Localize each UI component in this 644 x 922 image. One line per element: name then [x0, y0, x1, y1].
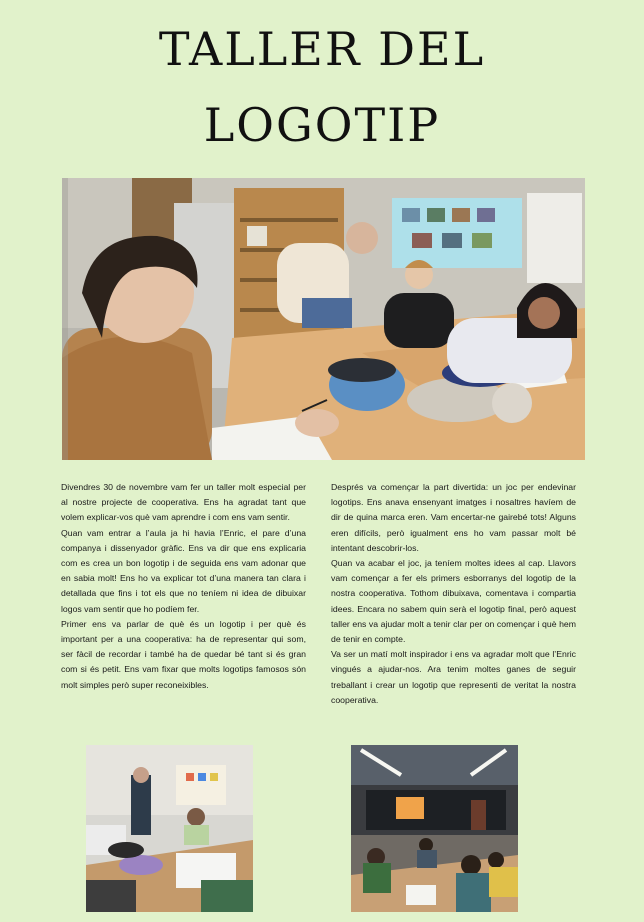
- paragraph: Primer ens va parlar de què és un logotip i per què és important per a una cooperativa: ha de representar qui som, ser fàcil de recordar i també ha de quedar bé tant si és gran com si és petit. Ens vam fixar que molts logotips famosos són molt simples però super reconeixibles.: [61, 618, 306, 690]
- paragraph: Després va començar la part divertida: un joc per endevinar logotips. Ens anava ensenyant imatges i nosaltres havíem de dir de quina marca eren. Vam encertar-ne gairebé tots! Alguns eren difícils, però igualment ens ho vam passar molt bé intentant descobrir-los.: [331, 482, 576, 553]
- article-right-column: [331, 480, 576, 708]
- paragraph: Quan va acabar el joc, ja teníem moltes idees al cap. Llavors vam començar a fer els primers esborranys del logotip de la nostra cooperativa. Tothom dibuixava, comentava i compartia idees. Encara no sabem quin serà el logotip final, però aquest taller ens va ajudar molt a tenir clar per on començar i què hem de tenir en compte.: [331, 558, 576, 645]
- article-left-column: [61, 480, 306, 693]
- classroom-main-photo: [62, 178, 585, 460]
- students-drawing-photo: [86, 745, 253, 912]
- paragraph: Divendres 30 de novembre vam fer un taller molt especial per al nostre projecte de cooperativa. Ens ha agradat tant que volem explicar-vos què vam aprendre i com ens vam sentir.: [61, 482, 306, 523]
- classroom-screen-photo: [351, 745, 518, 912]
- page-title-line-1: TALLER DEL: [158, 22, 486, 76]
- paragraph: Quan vam entrar a l’aula ja hi havia l’Enric, el pare d’una companya i dissenyador gràfic. Ens va dir que ens explicaria com es crea un bon logotip i de seguida ens vam adonar que en sabia molt! Ens ho va explicar tot d’una manera tan clara i detallada que fins i tot els que no teníem ni idea de dibuixar logos vam sentir que ho podíem fer.: [61, 527, 306, 614]
- paragraph: Va ser un matí molt inspirador i ens va agradar molt que l’Enric vingués a ajudar-nos. Ara tenim moltes ganes de seguir treballant i crear un logotip que representi de veritat la nostra cooperativa.: [331, 649, 576, 705]
- page-title-line-2: LOGOTIP: [203, 98, 441, 152]
